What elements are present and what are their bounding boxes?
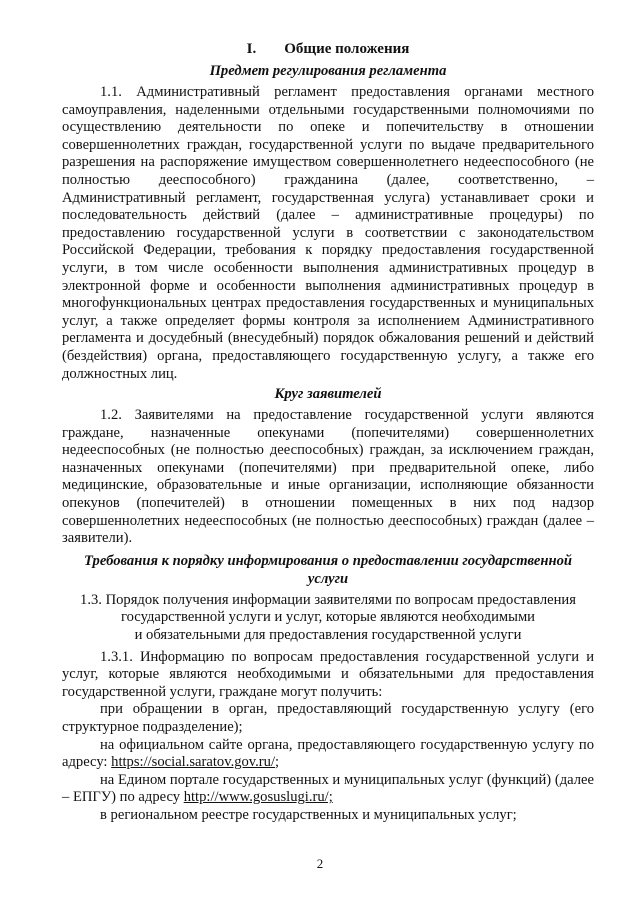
subheading-information: Требования к порядку информирования о предоставлении государственной услуги bbox=[83, 552, 572, 587]
paragraph-1-3-1: 1.3.1. Информацию по вопросам предоставления государственной услуги и услуг, которые являются необходимыми и обязательными для предоставления государственной услуги, граждане могут получить: bbox=[62, 648, 594, 700]
centered-heading-1-3: 1.3. Порядок получения информации заявителями по вопросам предоставления государственной услуги и услуг, которые являются необходимыми и обязательными для предоставления государственной услуги bbox=[80, 591, 576, 644]
paragraph-epgu: на Едином портале государственных и муниципальных услуг (функций) (далее – ЕПГУ) по адресу http://www.gosuslugi.ru/; bbox=[62, 771, 594, 806]
paragraph-1-2: 1.2. Заявителями на предоставление государственной услуги являются граждане, назначенные опекунами (попечителями) совершеннолетних недееспособных (не полностью дееспособных) граждан, за исключением граждан, назначенных опекунами (попечителями) при предварительной опеке, либо медицинские, образовательные и иные организации, исполняющие обязанности опекунов (попечителей) в отношении помещенных в них под надзор совершеннолетних недееспособных (не полностью дееспособных) граждан (далее – заявители). bbox=[62, 407, 594, 547]
subheading-subject: Предмет регулирования регламента bbox=[209, 63, 447, 79]
section-number: I. bbox=[246, 41, 257, 57]
page-number: 2 bbox=[316, 856, 324, 871]
gosuslugi-link[interactable]: http://www.gosuslugi.ru/; bbox=[183, 789, 333, 806]
paragraph-authority: при обращении в орган, предоставляющий государственную услугу (его структурное подразделение); bbox=[62, 701, 594, 735]
paragraph-official-site: на официальном сайте органа, предоставляющего государственную услугу по адресу: https://social.saratov.gov.ru/; bbox=[62, 736, 594, 771]
official-site-link[interactable]: https://social.saratov.gov.ru/ bbox=[111, 754, 276, 771]
document-page bbox=[62, 40, 594, 825]
section-heading bbox=[62, 40, 594, 58]
section-title: Общие положения bbox=[284, 41, 410, 57]
subheading-applicants: Круг заявителей bbox=[274, 386, 382, 403]
paragraph-registry: в региональном реестре государственных и муниципальных услуг; bbox=[100, 806, 517, 823]
paragraph-1-1: 1.1. Административный регламент предоставления органами местного самоуправления, наделенными отдельными государственными полномочиями по осуществлению деятельности по опеке и попечительству в отношении совершеннолетних граждан, государственной услуги по выдаче предварительного разрешения на распоряжение имуществом совершеннолетнего недееспособного (не полностью дееспособного) гражданина (далее, соответственно, – Административный регламент, государственная услуга) устанавливает сроки и последовательность действий (далее – административные процедуры) по предоставлению государственной услуги в соответствии с законодательством Российской Федерации, требования к порядку предоставления государственной услуги, в том числе особенности выполнения административных процедур в электронной форме и особенности выполнения административных процедур в многофункциональных центрах предоставления государственных и муниципальных услуг, а также определяет формы контроля за исполнением Административного регламента и досудебный (внесудебный) порядок обжалования решений и действий (бездействия) органа, предоставляющего государственную услугу, а также его должностных лиц. bbox=[62, 84, 594, 382]
